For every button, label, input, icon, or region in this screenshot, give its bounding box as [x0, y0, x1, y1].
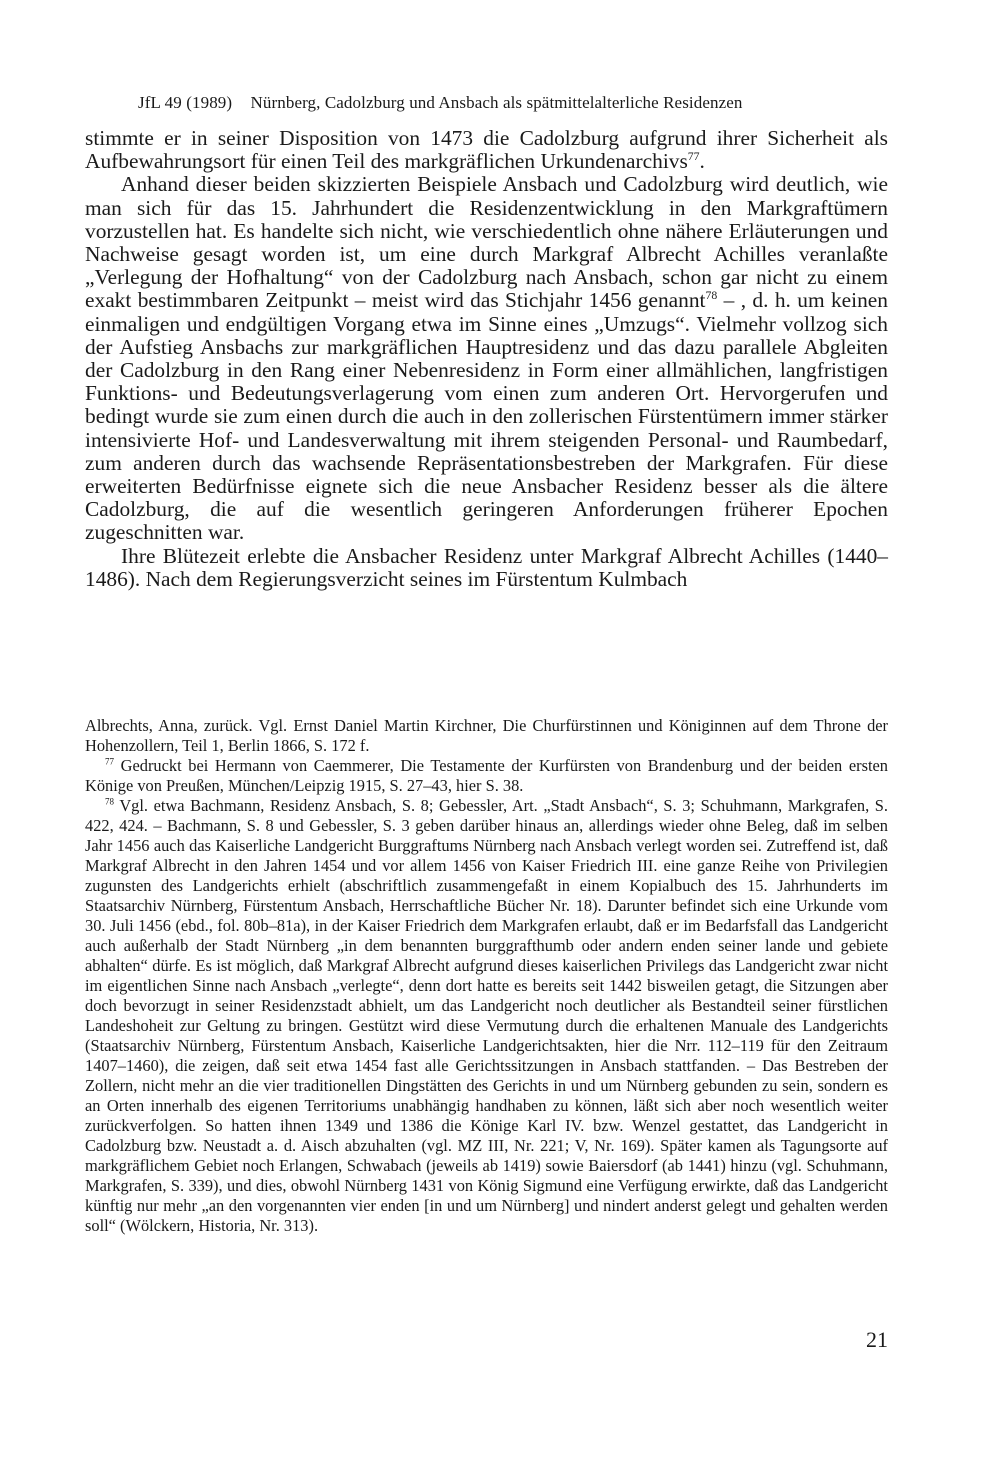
footnote-77-number: 77 — [105, 756, 114, 767]
running-title: Nürnberg, Cadolzburg und Ansbach als spätmittelalterliche Residenzen — [250, 93, 743, 112]
footnote-77 — [85, 756, 888, 796]
paragraph-2 — [85, 173, 888, 544]
paragraph-2-text-b: – , d. h. um keinen einmaligen und endgültigen Vorgang etwa im Sinne eines „Umzugs“. Vielmehr vollzog sich der Aufstieg Ansbachs zur markgräflichen Hauptresidenz und das dazu parallele Abgleiten der Cadolzburg in den Rang einer Nebenresidenz in Form einer allmählichen, langfristigen Funktions- und Bedeutungsverlagerung vom einen zum anderen Ort. Hervorgerufen und bedingt wurde sie zum einen durch die auch in den zollerischen Fürstentümern immer stärker intensivierte Hof- und Landesverwaltung mit ihrem steigenden Personal- und Raumbedarf, zum anderen durch das wachsende Repräsentationsbestreben der Markgrafen. Für diese erweiterten Bedürfnisse eignete sich die neue Ansbacher Residenz besser als die ältere Cadolzburg, die auf die wesentlich geringeren Anforderungen früherer Epochen zugeschnitten war. — [85, 288, 888, 545]
page-number: 21 — [866, 1327, 888, 1352]
footnote-77-text: Gedruckt bei Hermann von Caemmerer, Die Testamente der Kurfürsten von Brandenburg und der beiden ersten Könige von Preußen, München/Leipzig 1915, S. 27–43, hier S. 38. — [85, 756, 888, 795]
paragraph-2-text-a: Anhand dieser beiden skizzierten Beispiele Ansbach und Cadolzburg wird deutlich, wie man sich für das 15. Jahrhundert die Residenzentwicklung in den Markgraftümern vorzustellen hat. Es handelte sich nicht, wie verschiedentlich ohne nähere Erläuterungen und Nachweise gesagt worden ist, um eine durch Markgraf Albrecht Achilles veranlaßte „Verlegung der Hofhaltung“ von der Cadolzburg nach Ansbach, schon gar nicht zu einem exakt bestimmbaren Zeitpunkt – meist wird das Stichjahr 1456 genannt — [85, 172, 888, 313]
paragraph-1-end: . — [699, 149, 705, 174]
footnote-78-text: Vgl. etwa Bachmann, Residenz Ansbach, S. 8; Gebessler, Art. „Stadt Ansbach“, S. 3; Schuhmann, Markgrafen, S. 422, 424. – Bachmann, S. 8 und Gebessler, S. 3 geben darüber hinaus an, allerdings wieder ohne Beleg, daß im selben Jahr 1456 auch das Kaiserliche Landgericht Burggraftums Nürnberg nach Ansbach verlegt worden sei. Zutreffend ist, daß Markgraf Albrecht in den Jahren 1454 und vor allem 1456 von Kaiser Friedrich III. eine ganze Reihe von Privilegien zugunsten des Landgerichts erhielt (abschriftlich zusammengefaßt in einem Kopialbuch des 15. Jahrhunderts im Staatsarchiv Nürnberg, Fürstentum Ansbach, Herrschaftliche Bücher Nr. 18). Darunter befindet sich eine Urkunde vom 30. Juli 1456 (ebd., fol. 80b–81a), in der Kaiser Friedrich dem Markgrafen erlaubt, daß er im Bedarfsfall das Landgericht auch außerhalb der Stadt Nürnberg „in dem benannten burggrafthumb oder andern enden seiner lande und gebiete abhalten“ dürfe. Es ist möglich, daß Markgraf Albrecht aufgrund dieses kaiserlichen Privilegs das Landgericht zwar nicht im eigentlichen Sinne nach Ansbach „verlegte“, denn dort hatte es bereits seit 1442 bisweilen getagt, die Sitzungen aber doch bevorzugt in seiner Residenzstadt abhielt, um das Landgericht noch deutlicher als Bestandteil seiner fürstlichen Landeshoheit zur Geltung zu bringen. Gestützt wird diese Vermutung durch die erhaltenen Manuale des Landgerichts (Staatsarchiv Nürnberg, Fürstentum Ansbach, Kaiserliche Landgerichtsakten, hier die Nrr. 112–119 für den Zeitraum 1407–1460), die zeigen, daß seit etwa 1454 fast alle Gerichtssitzungen in Ansbach stattfanden. – Das Bestreben der Zollern, nicht mehr an die vier traditionellen Dingstätten des Gerichts in und um Nürnberg gebunden zu sein, sondern es an Orten innerhalb des eigenen Territoriums unabhängig handhaben zu können, läßt sich aber noch wesentlich weiter zurückverfolgen. So hatten ihnen 1349 und 1386 die Könige Karl IV. bzw. Wenzel gestattet, das Landgericht in Cadolzburg bzw. Neustadt a. d. Aisch abzuhalten (vgl. MZ III, Nr. 221; V, Nr. 169). Später kamen als Tagungsorte auf markgräflichem Gebiet noch Erlangen, Schwabach (jeweils ab 1419) sowie Baiersdorf (ab 1441) hinzu (vgl. Schuhmann, Markgrafen, S. 339), und dies, obwohl Nürnberg 1431 von König Sigmund eine Verfügung erwirkte, daß das Landgericht künftig nur mehr „an den vorgenannten vier enden [in und um Nürnberg] und nindert anderst gelegt und gehalten werden soll“ (Wölckern, Historia, Nr. 313). — [85, 796, 888, 1235]
footnotes — [85, 716, 888, 1236]
running-header — [138, 93, 878, 113]
footnote-ref-77: 77 — [687, 150, 700, 164]
journal-citation: JfL 49 (1989) — [138, 93, 233, 112]
paragraph-1-text: stimmte er in seiner Disposition von 1473 die Cadolzburg aufgrund ihrer Sicherheit als Aufbewahrungsort für einen Teil des markgräflichen Urkundenarchivs — [85, 126, 888, 174]
footnote-continued: Albrechts, Anna, zurück. Vgl. Ernst Daniel Martin Kirchner, Die Churfürstinnen und Königinnen auf dem Throne der Hohenzollern, Teil 1, Berlin 1866, S. 172 f. — [85, 716, 888, 755]
main-text — [85, 127, 888, 591]
footnote-ref-78: 78 — [705, 289, 718, 303]
paragraph-1 — [85, 127, 888, 173]
footnote-78 — [85, 796, 888, 1236]
footnote-78-number: 78 — [105, 796, 114, 807]
paragraph-3: Ihre Blütezeit erlebte die Ansbacher Residenz unter Markgraf Albrecht Achilles (1440–1486). Nach dem Regierungsverzicht seines im Fürstentum Kulmbach — [85, 543, 888, 591]
